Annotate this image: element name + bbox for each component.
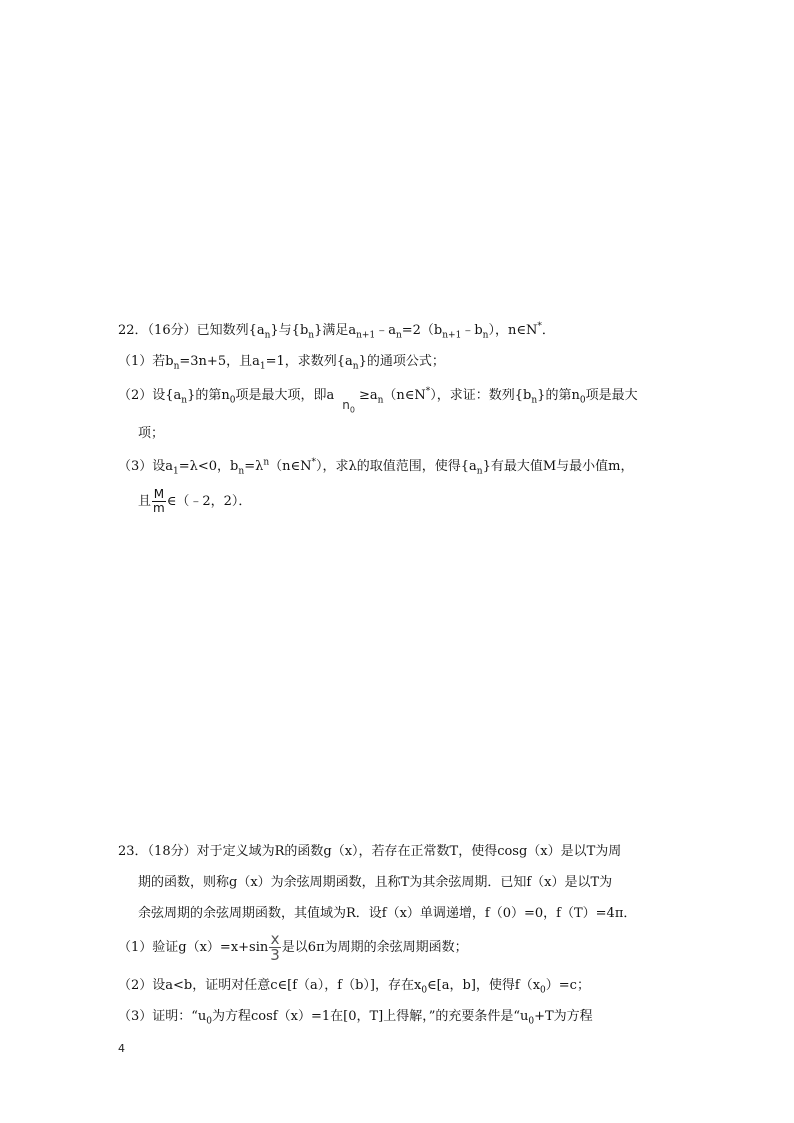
q23-part2: （2）设a<b，证明对任意c∈[f（a），f（b）]，存在$x_0\in[a$，b]，使得$f(x_0)=c$；: [118, 978, 590, 996]
q23-stem-line1: 23．（18分）对于定义域为R的函数g（x），若存在正常数T，使得cosg（x）是以T为周: [118, 844, 622, 859]
q22-part1: （1）若$b_n=3n+5$，且$a_1=1$，求数列$\{a_n\}$的通项公式；: [118, 354, 445, 372]
q22-part3: （3）设$a_1=\lambda<0$，$b_n=\lambda^n(n\in N^*)$，求λ的取值范围，使得$\{a_n\}$有最大值M与最小值m，: [118, 457, 634, 477]
q22-part2: （2）设$\{a_n\}$的第$n_0$项是最大项，即$an_0\ge a_n(n\in N^*)$，求证：数列$\{b_n\}$的第$n_0$项是最大: [118, 386, 638, 415]
q22-part2-cont: 项；: [138, 426, 165, 441]
q23-part1: （1）验证g（x）=x+sin $\frac{x}{3}$ 是以6π为周期的余弦周期函数；: [118, 930, 468, 964]
q22-part3-cont: 且 $\frac{M}{m}$ ∈（﹣2，2）．: [138, 487, 252, 515]
n0-subscript: $n_0$: [342, 398, 355, 415]
q23-stem-line2: 期的函数，则称g（x）为余弦周期函数，且称T为其余弦周期．已知f（x）是以T为: [138, 875, 613, 890]
fraction-x-over-3: $\frac{x}{3}$: [270, 930, 280, 964]
fraction-M-over-m: $\frac{M}{m}$: [153, 487, 165, 515]
page-number: 4: [118, 1042, 125, 1055]
q23-part3: （3）证明：“$u_0$为方程cosf（x）=1在[0，T]上得解，”的充要条件是“$u_0+T$为方程: [118, 1009, 593, 1027]
q23-stem-line3: 余弦周期的余弦周期函数，其值域为R．设f（x）单调递增，f（0）=0，f（T）=4π．: [138, 906, 637, 921]
q22-stem: 22．（16分）已知数列$\{a_n\}$与$\{b_n\}$满足$a_{n+1}﹣a_n=2(b_{n+1}﹣b_n)$，n∈N*．: [118, 321, 555, 341]
